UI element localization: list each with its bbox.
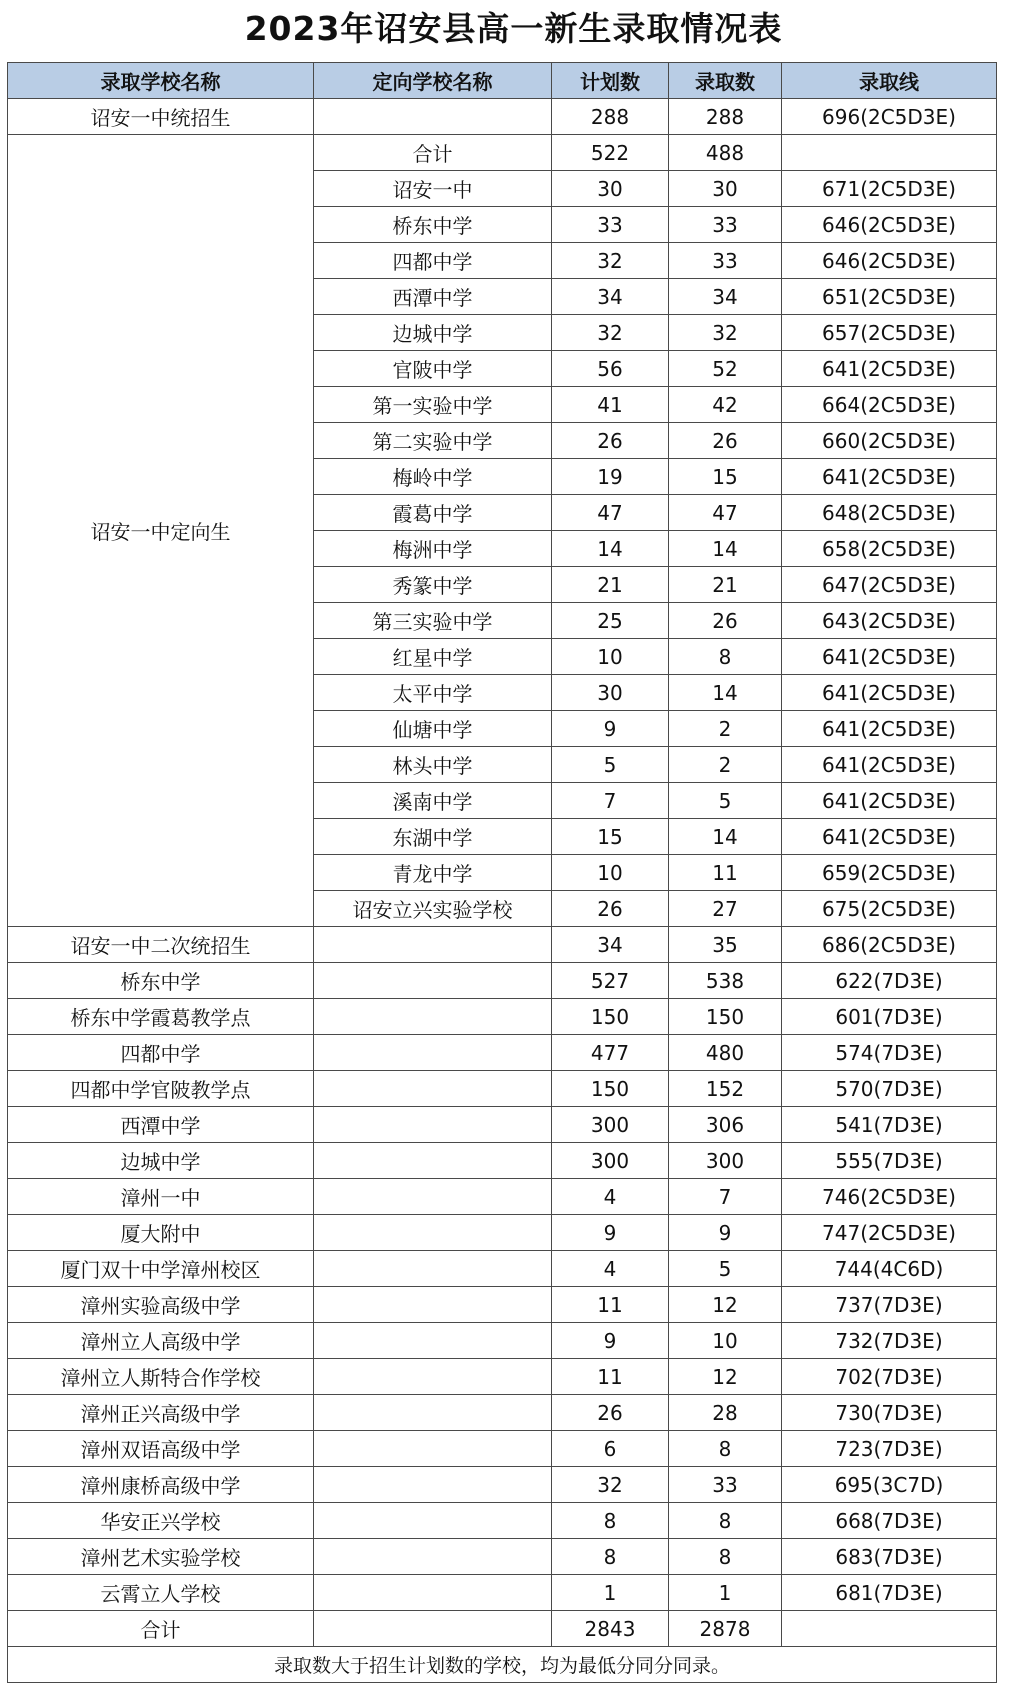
- cell-plan: 300: [552, 1143, 669, 1179]
- cell-line: 574(7D3E): [782, 1035, 997, 1071]
- cell-line: 659(2C5D3E): [782, 855, 997, 891]
- cell-target: [314, 963, 552, 999]
- cell-line: 641(2C5D3E): [782, 711, 997, 747]
- cell-school: 漳州立人斯特合作学校: [8, 1359, 314, 1395]
- cell-line: 570(7D3E): [782, 1071, 997, 1107]
- cell-line: 643(2C5D3E): [782, 603, 997, 639]
- cell-target: 官陂中学: [314, 351, 552, 387]
- table-row: [8, 963, 997, 999]
- cell-plan: 477: [552, 1035, 669, 1071]
- table-row: [8, 1359, 997, 1395]
- table-row: [8, 1287, 997, 1323]
- cell-plan: 5: [552, 747, 669, 783]
- cell-school: 漳州艺术实验学校: [8, 1539, 314, 1575]
- cell-plan: 25: [552, 603, 669, 639]
- cell-admit: 34: [669, 279, 782, 315]
- cell-target: 太平中学: [314, 675, 552, 711]
- cell-school: 漳州实验高级中学: [8, 1287, 314, 1323]
- cell-line: 657(2C5D3E): [782, 315, 997, 351]
- header-admit: 录取数: [669, 63, 782, 99]
- cell-admit: 42: [669, 387, 782, 423]
- cell-admit: 1: [669, 1575, 782, 1611]
- table-row: [8, 99, 997, 135]
- cell-line: 664(2C5D3E): [782, 387, 997, 423]
- cell-line: 695(3C7D): [782, 1467, 997, 1503]
- cell-admit: 9: [669, 1215, 782, 1251]
- cell-target: [314, 1143, 552, 1179]
- table-row: [8, 1071, 997, 1107]
- cell-target: 四都中学: [314, 243, 552, 279]
- cell-plan: 10: [552, 639, 669, 675]
- cell-school: 诏安一中定向生: [8, 135, 314, 927]
- cell-target: [314, 1215, 552, 1251]
- cell-admit: 33: [669, 243, 782, 279]
- cell-admit: 35: [669, 927, 782, 963]
- cell-line: 660(2C5D3E): [782, 423, 997, 459]
- cell-admit: 150: [669, 999, 782, 1035]
- cell-line: 651(2C5D3E): [782, 279, 997, 315]
- cell-plan: 527: [552, 963, 669, 999]
- cell-admit: 288: [669, 99, 782, 135]
- cell-admit: 8: [669, 1503, 782, 1539]
- cell-target: [314, 1467, 552, 1503]
- cell-admit: 5: [669, 783, 782, 819]
- table-row: [8, 999, 997, 1035]
- cell-target: [314, 1287, 552, 1323]
- table-body: [8, 99, 997, 927]
- cell-target: [314, 1323, 552, 1359]
- cell-target: 溪南中学: [314, 783, 552, 819]
- cell-line: 681(7D3E): [782, 1575, 997, 1611]
- cell-line: [782, 1611, 997, 1647]
- header-target-school: 定向学校名称: [314, 63, 552, 99]
- cell-line: 601(7D3E): [782, 999, 997, 1035]
- cell-school: 漳州双语高级中学: [8, 1431, 314, 1467]
- cell-line: 671(2C5D3E): [782, 171, 997, 207]
- cell-target: 秀篆中学: [314, 567, 552, 603]
- table-row: [8, 1107, 997, 1143]
- cell-plan: 1: [552, 1575, 669, 1611]
- cell-school: 华安正兴学校: [8, 1503, 314, 1539]
- header-line: 录取线: [782, 63, 997, 99]
- cell-plan: 19: [552, 459, 669, 495]
- cell-plan: 522: [552, 135, 669, 171]
- admission-table: [7, 62, 997, 1683]
- cell-target: [314, 1107, 552, 1143]
- cell-line: 541(7D3E): [782, 1107, 997, 1143]
- cell-admit: 26: [669, 603, 782, 639]
- cell-target: [314, 1503, 552, 1539]
- cell-plan: 56: [552, 351, 669, 387]
- cell-plan: 30: [552, 171, 669, 207]
- cell-line: 696(2C5D3E): [782, 99, 997, 135]
- table-row: [8, 1035, 997, 1071]
- cell-admit: 12: [669, 1359, 782, 1395]
- header-school: 录取学校名称: [8, 63, 314, 99]
- cell-target: 合计: [314, 135, 552, 171]
- table-row: [8, 1395, 997, 1431]
- cell-admit: 47: [669, 495, 782, 531]
- table-row: [8, 1611, 997, 1647]
- cell-admit: 2: [669, 747, 782, 783]
- cell-line: 702(7D3E): [782, 1359, 997, 1395]
- cell-admit: 538: [669, 963, 782, 999]
- cell-line: 686(2C5D3E): [782, 927, 997, 963]
- cell-line: 675(2C5D3E): [782, 891, 997, 927]
- cell-admit: 488: [669, 135, 782, 171]
- cell-admit: 8: [669, 1431, 782, 1467]
- table-row: [8, 1467, 997, 1503]
- cell-admit: 15: [669, 459, 782, 495]
- cell-plan: 4: [552, 1251, 669, 1287]
- page-title: 2023年诏安县高一新生录取情况表: [244, 9, 783, 48]
- cell-plan: 150: [552, 999, 669, 1035]
- cell-admit: 5: [669, 1251, 782, 1287]
- cell-plan: 9: [552, 1215, 669, 1251]
- table-row: [8, 927, 997, 963]
- cell-plan: 2843: [552, 1611, 669, 1647]
- cell-admit: 306: [669, 1107, 782, 1143]
- cell-target: 西潭中学: [314, 279, 552, 315]
- cell-plan: 34: [552, 279, 669, 315]
- cell-plan: 26: [552, 423, 669, 459]
- cell-plan: 9: [552, 1323, 669, 1359]
- table-header-row: [8, 63, 997, 99]
- cell-target: 第三实验中学: [314, 603, 552, 639]
- cell-target: 青龙中学: [314, 855, 552, 891]
- header-plan: 计划数: [552, 63, 669, 99]
- cell-plan: 9: [552, 711, 669, 747]
- cell-line: 641(2C5D3E): [782, 747, 997, 783]
- cell-admit: 8: [669, 1539, 782, 1575]
- table-row: [8, 1143, 997, 1179]
- cell-plan: 41: [552, 387, 669, 423]
- cell-line: 747(2C5D3E): [782, 1215, 997, 1251]
- cell-target: [314, 1539, 552, 1575]
- cell-school: 诏安一中统招生: [8, 99, 314, 135]
- cell-line: 641(2C5D3E): [782, 783, 997, 819]
- table-row: [8, 1575, 997, 1611]
- cell-line: 723(7D3E): [782, 1431, 997, 1467]
- cell-plan: 10: [552, 855, 669, 891]
- cell-admit: 30: [669, 171, 782, 207]
- cell-line: 668(7D3E): [782, 1503, 997, 1539]
- cell-target: [314, 1179, 552, 1215]
- cell-target: 边城中学: [314, 315, 552, 351]
- cell-admit: 33: [669, 1467, 782, 1503]
- cell-school: 漳州正兴高级中学: [8, 1395, 314, 1431]
- cell-target: 第二实验中学: [314, 423, 552, 459]
- cell-line: 647(2C5D3E): [782, 567, 997, 603]
- cell-admit: 26: [669, 423, 782, 459]
- cell-admit: 14: [669, 531, 782, 567]
- cell-line: 730(7D3E): [782, 1395, 997, 1431]
- cell-target: [314, 1395, 552, 1431]
- cell-target: [314, 1431, 552, 1467]
- cell-admit: 14: [669, 675, 782, 711]
- cell-plan: 30: [552, 675, 669, 711]
- cell-target: [314, 1611, 552, 1647]
- cell-target: [314, 1359, 552, 1395]
- cell-plan: 32: [552, 315, 669, 351]
- footnote: 录取数大于招生计划数的学校，均为最低分同分同录。: [8, 1647, 997, 1683]
- cell-plan: 8: [552, 1503, 669, 1539]
- table-row: [8, 135, 997, 171]
- cell-admit: 12: [669, 1287, 782, 1323]
- cell-target: 诏安立兴实验学校: [314, 891, 552, 927]
- cell-admit: 480: [669, 1035, 782, 1071]
- cell-admit: 300: [669, 1143, 782, 1179]
- table-row: [8, 1503, 997, 1539]
- table-row: [8, 1179, 997, 1215]
- cell-plan: 4: [552, 1179, 669, 1215]
- cell-school: 漳州一中: [8, 1179, 314, 1215]
- cell-plan: 33: [552, 207, 669, 243]
- cell-target: 诏安一中: [314, 171, 552, 207]
- cell-line: 648(2C5D3E): [782, 495, 997, 531]
- cell-target: 红星中学: [314, 639, 552, 675]
- table-row: [8, 1323, 997, 1359]
- cell-school: 云霄立人学校: [8, 1575, 314, 1611]
- cell-target: [314, 927, 552, 963]
- table-row: [8, 1215, 997, 1251]
- cell-line: 641(2C5D3E): [782, 819, 997, 855]
- cell-admit: 28: [669, 1395, 782, 1431]
- cell-plan: 300: [552, 1107, 669, 1143]
- cell-admit: 10: [669, 1323, 782, 1359]
- cell-target: 桥东中学: [314, 207, 552, 243]
- cell-school: 诏安一中二次统招生: [8, 927, 314, 963]
- cell-plan: 288: [552, 99, 669, 135]
- cell-admit: 52: [669, 351, 782, 387]
- cell-target: [314, 1035, 552, 1071]
- cell-school: 漳州康桥高级中学: [8, 1467, 314, 1503]
- cell-target: 梅岭中学: [314, 459, 552, 495]
- cell-target: [314, 999, 552, 1035]
- cell-plan: 14: [552, 531, 669, 567]
- cell-admit: 152: [669, 1071, 782, 1107]
- cell-plan: 6: [552, 1431, 669, 1467]
- cell-target: [314, 1251, 552, 1287]
- cell-target: 梅洲中学: [314, 531, 552, 567]
- cell-line: 744(4C6D): [782, 1251, 997, 1287]
- cell-admit: 2: [669, 711, 782, 747]
- cell-school: 四都中学官陂教学点: [8, 1071, 314, 1107]
- table-row: [8, 1431, 997, 1467]
- cell-plan: 8: [552, 1539, 669, 1575]
- cell-admit: 2878: [669, 1611, 782, 1647]
- cell-line: 683(7D3E): [782, 1539, 997, 1575]
- cell-school: 漳州立人高级中学: [8, 1323, 314, 1359]
- cell-target: 东湖中学: [314, 819, 552, 855]
- cell-plan: 7: [552, 783, 669, 819]
- note-row: [8, 1647, 997, 1683]
- cell-target: [314, 1071, 552, 1107]
- cell-school: 西潭中学: [8, 1107, 314, 1143]
- cell-target: 仙塘中学: [314, 711, 552, 747]
- cell-school: 厦大附中: [8, 1215, 314, 1251]
- cell-target: 霞葛中学: [314, 495, 552, 531]
- cell-admit: 27: [669, 891, 782, 927]
- cell-school: 桥东中学霞葛教学点: [8, 999, 314, 1035]
- cell-plan: 26: [552, 891, 669, 927]
- cell-school: 四都中学: [8, 1035, 314, 1071]
- cell-line: 732(7D3E): [782, 1323, 997, 1359]
- cell-line: [782, 135, 997, 171]
- cell-plan: 15: [552, 819, 669, 855]
- cell-line: 658(2C5D3E): [782, 531, 997, 567]
- cell-plan: 32: [552, 243, 669, 279]
- cell-line: 555(7D3E): [782, 1143, 997, 1179]
- cell-plan: 150: [552, 1071, 669, 1107]
- cell-admit: 21: [669, 567, 782, 603]
- cell-line: 737(7D3E): [782, 1287, 997, 1323]
- cell-plan: 26: [552, 1395, 669, 1431]
- cell-plan: 11: [552, 1287, 669, 1323]
- cell-line: 641(2C5D3E): [782, 351, 997, 387]
- cell-line: 641(2C5D3E): [782, 675, 997, 711]
- cell-admit: 14: [669, 819, 782, 855]
- cell-admit: 32: [669, 315, 782, 351]
- cell-school: 边城中学: [8, 1143, 314, 1179]
- cell-target: [314, 1575, 552, 1611]
- cell-admit: 33: [669, 207, 782, 243]
- cell-plan: 47: [552, 495, 669, 531]
- cell-line: 641(2C5D3E): [782, 639, 997, 675]
- cell-school: 厦门双十中学漳州校区: [8, 1251, 314, 1287]
- cell-target: 林头中学: [314, 747, 552, 783]
- cell-admit: 7: [669, 1179, 782, 1215]
- cell-plan: 32: [552, 1467, 669, 1503]
- cell-line: 746(2C5D3E): [782, 1179, 997, 1215]
- cell-line: 641(2C5D3E): [782, 459, 997, 495]
- cell-plan: 11: [552, 1359, 669, 1395]
- cell-admit: 8: [669, 639, 782, 675]
- cell-line: 646(2C5D3E): [782, 207, 997, 243]
- cell-target: [314, 99, 552, 135]
- table-row: [8, 1251, 997, 1287]
- cell-school: 桥东中学: [8, 963, 314, 999]
- cell-school: 合计: [8, 1611, 314, 1647]
- table-body-rest: [8, 927, 997, 1647]
- cell-admit: 11: [669, 855, 782, 891]
- table-row: [8, 1539, 997, 1575]
- cell-line: 622(7D3E): [782, 963, 997, 999]
- cell-line: 646(2C5D3E): [782, 243, 997, 279]
- cell-plan: 21: [552, 567, 669, 603]
- cell-plan: 34: [552, 927, 669, 963]
- cell-target: 第一实验中学: [314, 387, 552, 423]
